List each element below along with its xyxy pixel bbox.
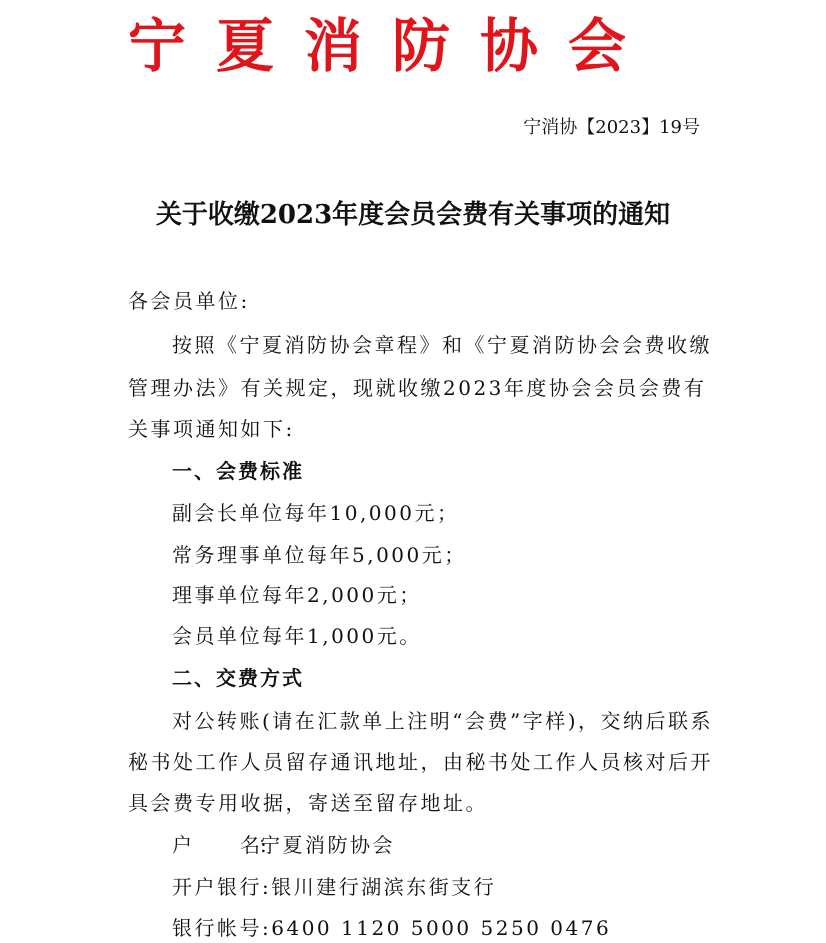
payment-body-line: 秘书处工作人员留存通讯地址，由秘书处工作人员核对后开 <box>128 750 713 774</box>
account-name-label: 户 名: <box>172 833 267 857</box>
document-number: 宁消协【2023】19号 <box>523 117 700 138</box>
intro-line: 关事项通知如下: <box>128 417 295 441</box>
notice-title: 关于收缴2023年度会员会费有关事项的通知 <box>155 200 671 230</box>
fee-item: 副会长单位每年10,000元； <box>172 501 460 525</box>
fee-item: 会员单位每年1,000元。 <box>172 624 422 648</box>
account-number-value: 6400 1120 5000 5250 0476 <box>271 916 612 940</box>
intro-line: 按照《宁夏消防协会章程》和《宁夏消防协会会费收缴 <box>172 333 712 357</box>
fee-item: 常务理事单位每年5,000元； <box>172 543 467 567</box>
section-heading-payment-method: 二、交费方式 <box>172 666 304 690</box>
fee-item: 理事单位每年2,000元； <box>172 583 422 607</box>
organization-letterhead: 宁夏消防协会 <box>128 12 657 80</box>
bank-label: 开户银行: <box>172 875 272 899</box>
section-heading-fee-standard: 一、会费标准 <box>172 459 304 483</box>
bank-value: 银川建行湖滨东街支行 <box>271 875 497 899</box>
bank-row <box>172 872 496 902</box>
account-name-value: 宁夏消防协会 <box>260 833 395 857</box>
payment-body-line: 对公转账(请在汇款单上注明“会费”字样)，交纳后联系 <box>172 709 714 733</box>
salutation: 各会员单位: <box>128 289 250 313</box>
account-number-label: 银行帐号: <box>172 916 272 940</box>
account-name-row <box>172 830 395 860</box>
intro-line: 管理办法》有关规定，现就收缴2023年度协会会员会费有 <box>128 376 707 400</box>
payment-body-line: 具会费专用收据，寄送至留存地址。 <box>128 791 488 815</box>
account-number-row <box>172 913 611 943</box>
